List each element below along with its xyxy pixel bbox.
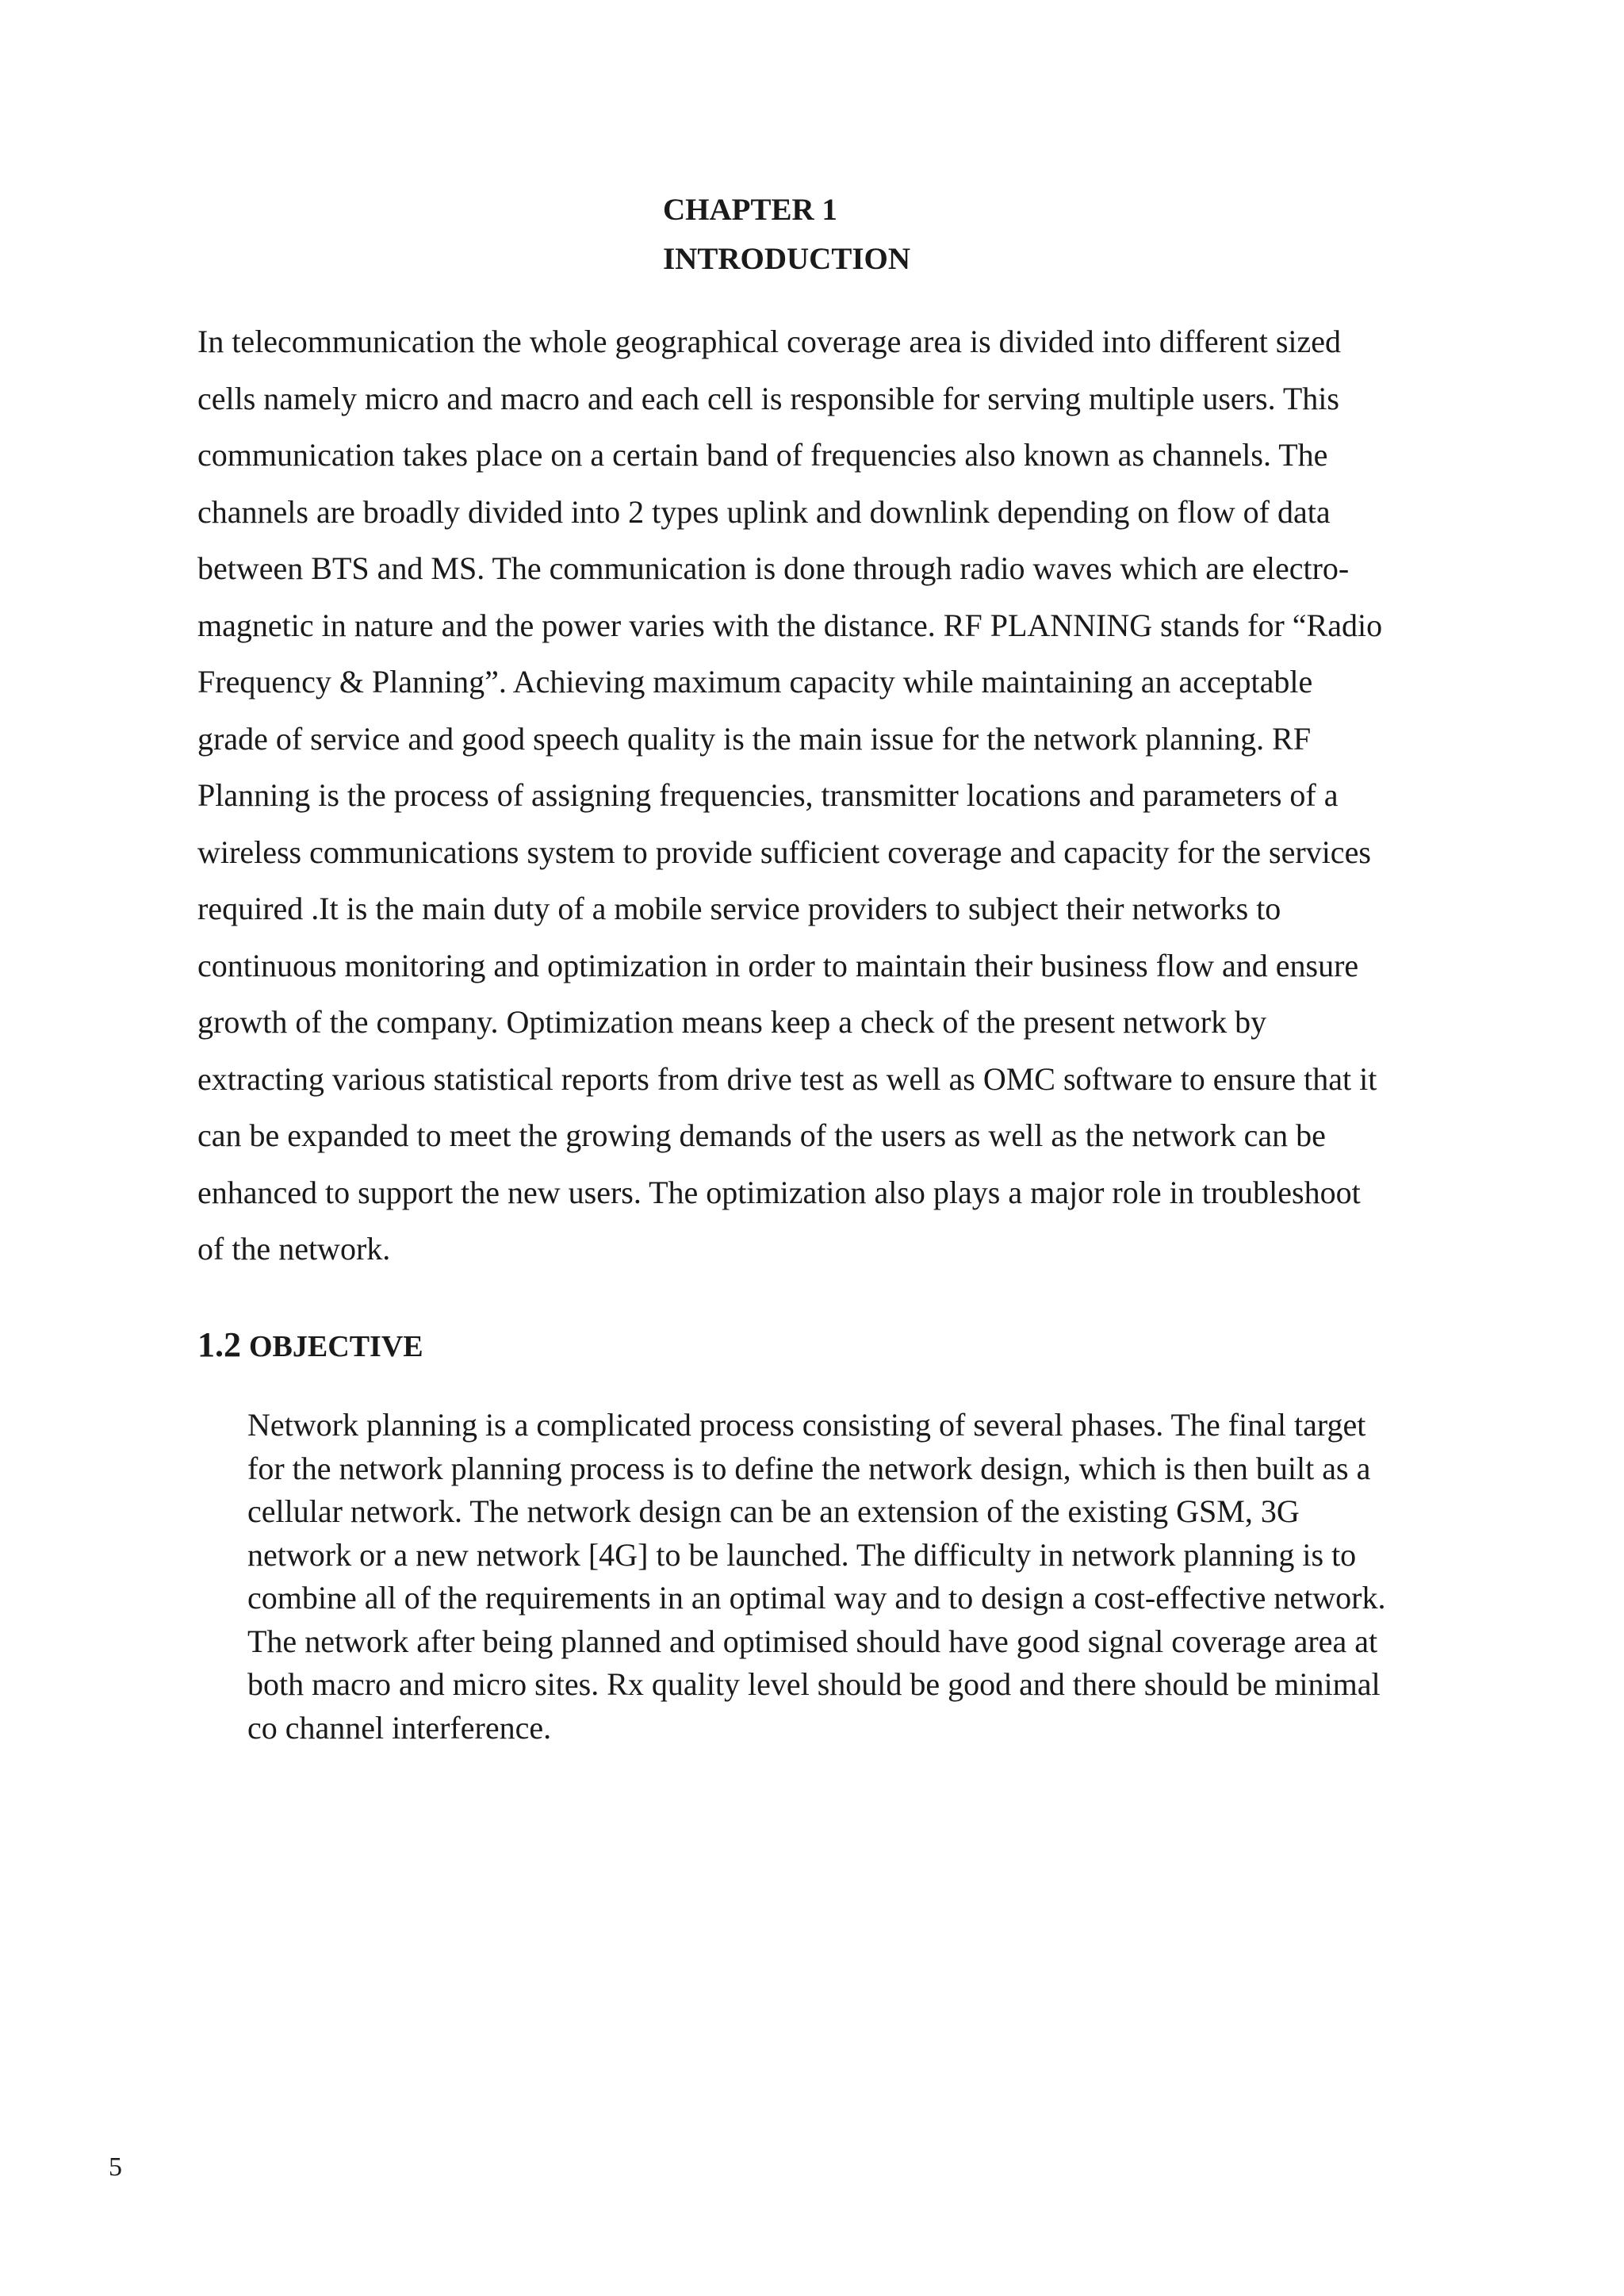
paragraph-line: The network after being planned and optimised should have good signal coverage area at bbox=[247, 1623, 1378, 1659]
paragraph-line: wireless communications system to provide sufficient coverage and capacity for the services bbox=[197, 834, 1371, 870]
paragraph-line: both macro and micro sites. Rx quality level should be good and there should be minimal bbox=[247, 1666, 1381, 1702]
section-number: 1.2 bbox=[197, 1325, 241, 1364]
paragraph-line: between BTS and MS. The communication is done through radio waves which are electro- bbox=[197, 550, 1350, 586]
page-number: 5 bbox=[109, 2152, 122, 2182]
paragraph-line: Frequency & Planning”. Achieving maximum capacity while maintaining an acceptable bbox=[197, 664, 1313, 700]
paragraph-line: cellular network. The network design can be an extension of the existing GSM, 3G bbox=[247, 1493, 1300, 1529]
objective-paragraph bbox=[247, 1404, 1453, 1750]
introduction-paragraph bbox=[197, 313, 1434, 1278]
section-heading bbox=[197, 1324, 423, 1365]
paragraph-line: In telecommunication the whole geographical coverage area is divided into different sized bbox=[197, 324, 1342, 359]
paragraph-line: can be expanded to meet the growing demands of the users as well as the network can be bbox=[197, 1117, 1326, 1153]
chapter-title: INTRODUCTION bbox=[663, 242, 911, 276]
paragraph-line: required .It is the main duty of a mobile service providers to subject their networks to bbox=[197, 891, 1281, 926]
paragraph-line: combine all of the requirements in an optimal way and to design a cost-effective network. bbox=[247, 1580, 1386, 1616]
paragraph-line: continuous monitoring and optimization in order to maintain their business flow and ensure bbox=[197, 947, 1359, 983]
section-title: OBJECTIVE bbox=[249, 1330, 423, 1363]
chapter-heading bbox=[663, 186, 980, 284]
paragraph-line: enhanced to support the new users. The optimization also plays a major role in troubleshoot bbox=[197, 1174, 1361, 1210]
paragraph-line: extracting various statistical reports from drive test as well as OMC software to ensure that it bbox=[197, 1060, 1377, 1097]
paragraph-line: Planning is the process of assigning frequencies, transmitter locations and parameters of a bbox=[197, 777, 1339, 813]
paragraph-line: communication takes place on a certain band of frequencies also known as channels. The bbox=[197, 437, 1328, 473]
chapter-number: CHAPTER 1 bbox=[663, 193, 837, 227]
paragraph-line: for the network planning process is to define the network design, which is then built as a bbox=[247, 1450, 1371, 1486]
paragraph-line: cells namely micro and macro and each cell is responsible for serving multiple users. This bbox=[197, 380, 1339, 416]
paragraph-line: co channel interference. bbox=[247, 1709, 552, 1746]
paragraph-line: magnetic in nature and the power varies with the distance. RF PLANNING stands for “Radio bbox=[197, 607, 1383, 643]
paragraph-line: growth of the company. Optimization means keep a check of the present network by bbox=[197, 1004, 1267, 1040]
paragraph-line: Network planning is a complicated process consisting of several phases. The final target bbox=[247, 1407, 1366, 1443]
paragraph-line: grade of service and good speech quality is the main issue for the network planning. RF bbox=[197, 720, 1312, 757]
paragraph-line: of the network. bbox=[197, 1231, 391, 1267]
paragraph-line: channels are broadly divided into 2 types uplink and downlink depending on flow of data bbox=[197, 493, 1331, 530]
paragraph-line: network or a new network [4G] to be launched. The difficulty in network planning is to bbox=[247, 1536, 1357, 1573]
